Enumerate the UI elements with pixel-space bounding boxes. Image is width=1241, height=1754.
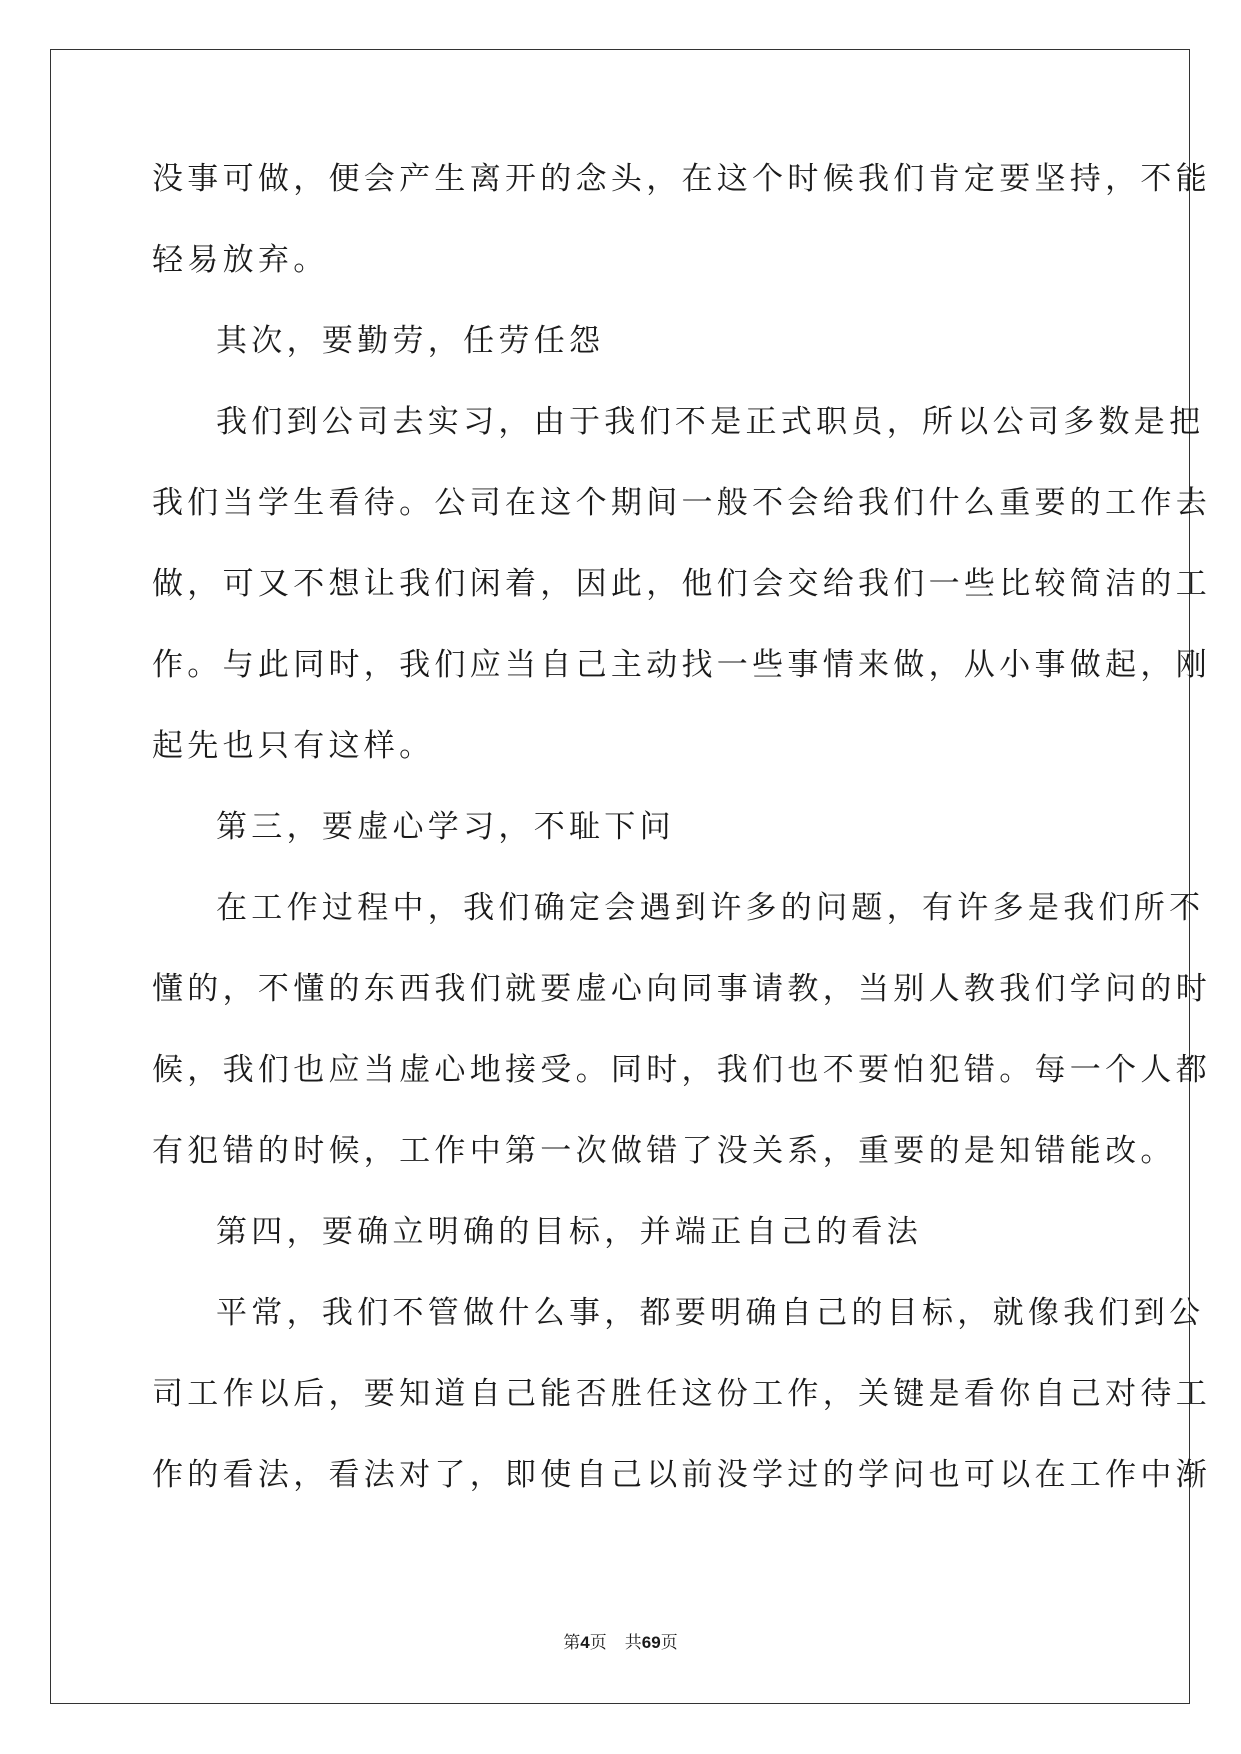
page-suffix: 页 — [589, 1633, 607, 1653]
text-line: 候，我们也应当虚心地接受。同时，我们也不要怕犯错。每一个人都 — [152, 1052, 1211, 1088]
page-footer — [0, 1628, 1241, 1653]
section-heading: 第三，要虚心学习，不耻下问 — [216, 809, 675, 845]
text-line: 做，可又不想让我们闲着，因此，他们会交给我们一些比较简洁的工 — [152, 566, 1211, 602]
total-pages: 69 — [641, 1633, 661, 1652]
text-line: 有犯错的时候，工作中第一次做错了没关系，重要的是知错能改。 — [152, 1133, 1176, 1169]
total-suffix: 页 — [660, 1633, 678, 1653]
text-line: 平常，我们不管做什么事，都要明确自己的目标，就像我们到公 — [216, 1295, 1205, 1331]
section-heading: 其次，要勤劳，任劳任怨 — [216, 323, 605, 359]
text-line: 轻易放弃。 — [152, 242, 329, 278]
text-line: 在工作过程中，我们确定会遇到许多的问题，有许多是我们所不 — [216, 890, 1205, 926]
page-number: 4 — [580, 1633, 590, 1652]
section-heading: 第四，要确立明确的目标，并端正自己的看法 — [216, 1214, 922, 1250]
text-line: 起先也只有这样。 — [152, 728, 435, 764]
text-line: 作。与此同时，我们应当自己主动找一些事情来做，从小事做起，刚 — [152, 647, 1211, 683]
text-line: 懂的，不懂的东西我们就要虚心向同事请教，当别人教我们学问的时 — [152, 971, 1211, 1007]
text-line: 作的看法，看法对了，即使自己以前没学过的学问也可以在工作中渐 — [152, 1457, 1211, 1493]
document-body — [152, 159, 1211, 1536]
text-line: 我们到公司去实习，由于我们不是正式职员，所以公司多数是把 — [216, 404, 1205, 440]
total-prefix: 共 — [624, 1633, 642, 1653]
page-prefix: 第 — [563, 1633, 581, 1653]
text-line: 司工作以后，要知道自己能否胜任这份工作，关键是看你自己对待工 — [152, 1376, 1211, 1412]
text-line: 没事可做，便会产生离开的念头，在这个时候我们肯定要坚持，不能 — [152, 161, 1211, 197]
text-line: 我们当学生看待。公司在这个期间一般不会给我们什么重要的工作去 — [152, 485, 1211, 521]
